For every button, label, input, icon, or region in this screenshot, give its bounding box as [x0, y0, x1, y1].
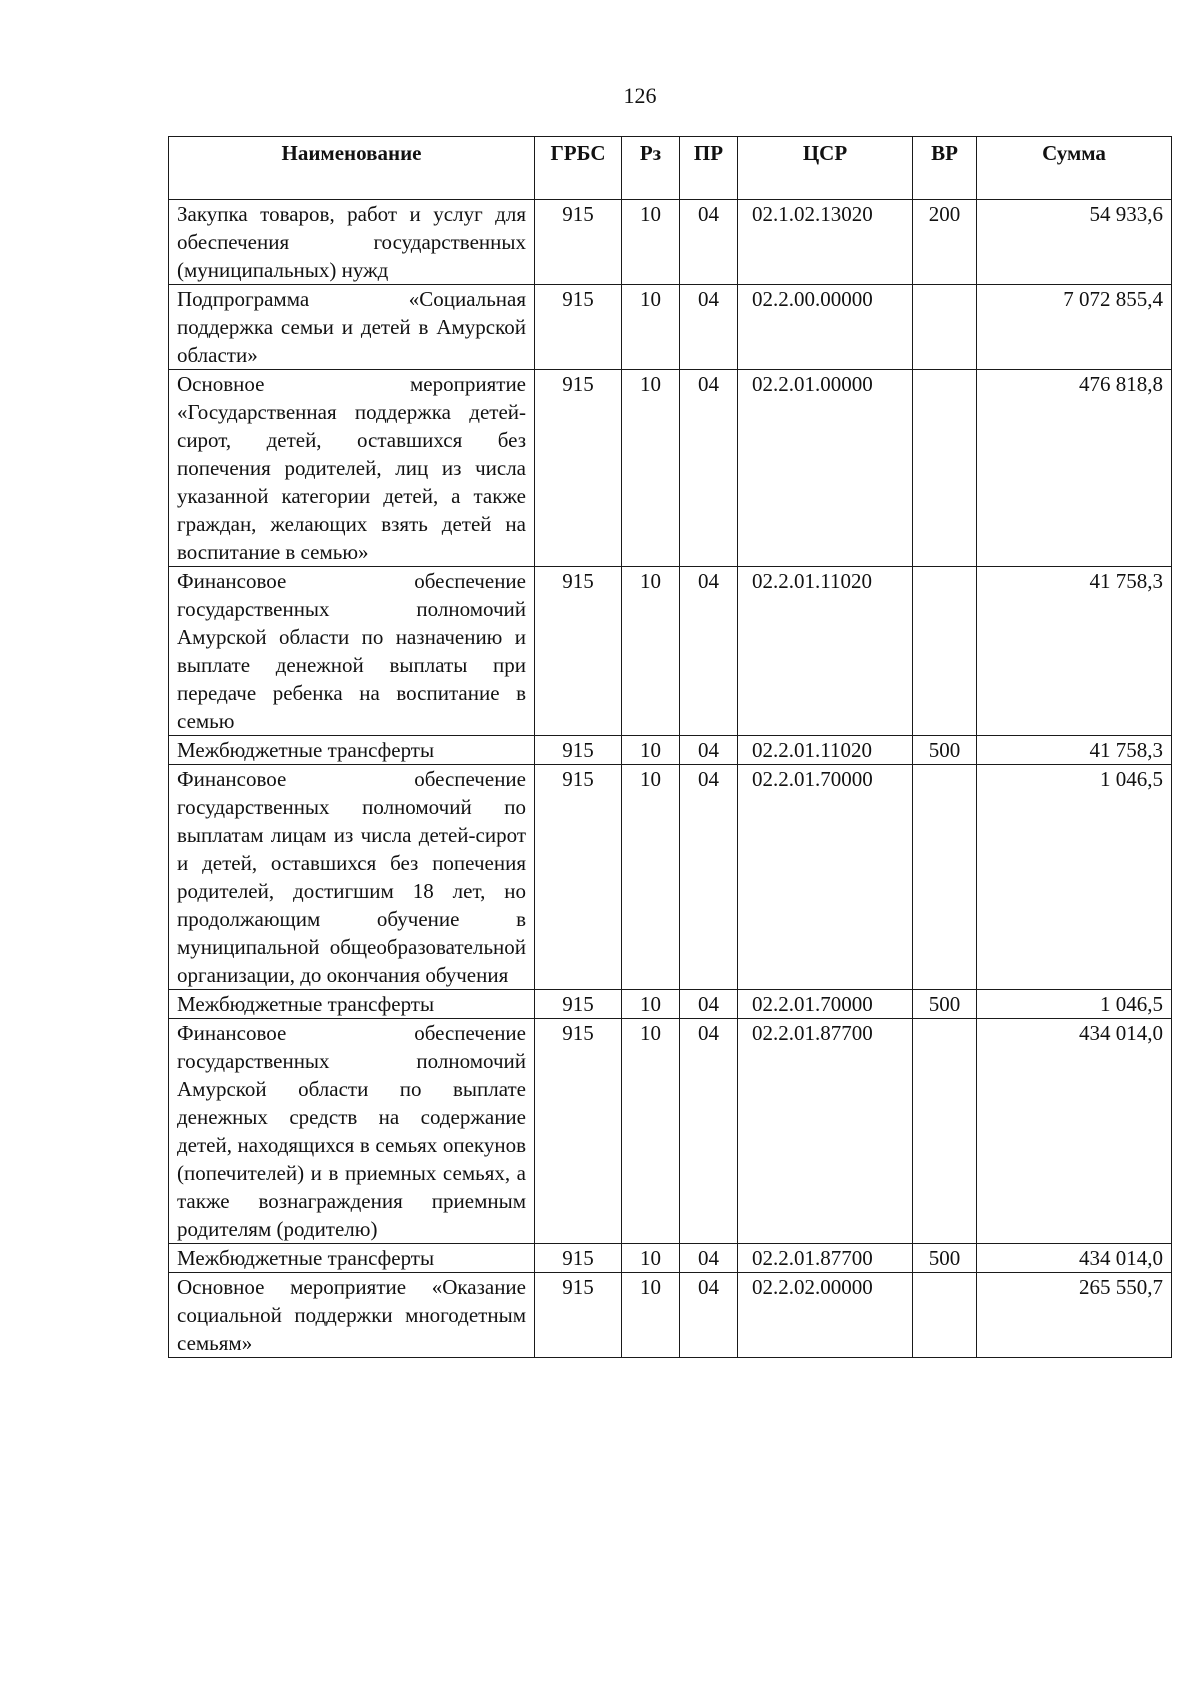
page-number: 126 — [623, 83, 657, 108]
cell-vr — [913, 285, 977, 370]
table-row — [169, 1244, 1172, 1273]
cell-rz: 10 — [622, 1019, 680, 1244]
cell-name: Закупка товаров, работ и услуг для обеспечения государственных (муниципальных) нужд — [169, 200, 535, 285]
cell-name: Финансовое обеспечение государственных полномочий по выплатам лицам из числа детей-сирот и детей, оставшихся без попечения родителей, достигшим 18 лет, но продолжающим обучение в муниципальной общеобразовательной организации, до окончания обучения — [169, 765, 535, 990]
cell-name: Межбюджетные трансферты — [169, 1244, 535, 1273]
cell-csr: 02.2.01.70000 — [738, 990, 913, 1019]
cell-rz: 10 — [622, 765, 680, 990]
cell-pr: 04 — [680, 990, 738, 1019]
cell-csr: 02.2.01.87700 — [738, 1019, 913, 1244]
cell-name: Межбюджетные трансферты — [169, 990, 535, 1019]
cell-rz: 10 — [622, 1244, 680, 1273]
cell-grbs: 915 — [535, 370, 622, 567]
cell-pr: 04 — [680, 1244, 738, 1273]
cell-vr — [913, 370, 977, 567]
cell-rz: 10 — [622, 370, 680, 567]
cell-sum: 434 014,0 — [977, 1019, 1172, 1244]
cell-rz: 10 — [622, 736, 680, 765]
cell-csr: 02.2.01.70000 — [738, 765, 913, 990]
cell-pr: 04 — [680, 736, 738, 765]
header-row — [169, 137, 1172, 200]
cell-pr: 04 — [680, 200, 738, 285]
table-row — [169, 736, 1172, 765]
cell-grbs: 915 — [535, 736, 622, 765]
cell-rz: 10 — [622, 1273, 680, 1358]
cell-csr: 02.2.00.00000 — [738, 285, 913, 370]
cell-name: Межбюджетные трансферты — [169, 736, 535, 765]
cell-grbs: 915 — [535, 1244, 622, 1273]
header-csr: ЦСР — [738, 137, 913, 200]
table-row — [169, 765, 1172, 990]
cell-vr — [913, 567, 977, 736]
table-row — [169, 1019, 1172, 1244]
header-rz: Рз — [622, 137, 680, 200]
cell-sum: 1 046,5 — [977, 990, 1172, 1019]
header-name: Наименование — [169, 137, 535, 200]
header-vr: ВР — [913, 137, 977, 200]
table-row — [169, 285, 1172, 370]
cell-grbs: 915 — [535, 1273, 622, 1358]
cell-grbs: 915 — [535, 990, 622, 1019]
table-header — [169, 137, 1172, 200]
table-row — [169, 990, 1172, 1019]
cell-grbs: 915 — [535, 567, 622, 736]
cell-pr: 04 — [680, 765, 738, 990]
cell-pr: 04 — [680, 567, 738, 736]
cell-vr: 500 — [913, 736, 977, 765]
cell-vr: 500 — [913, 990, 977, 1019]
header-sum: Сумма — [977, 137, 1172, 200]
cell-grbs: 915 — [535, 285, 622, 370]
cell-rz: 10 — [622, 285, 680, 370]
header-grbs: ГРБС — [535, 137, 622, 200]
table-body — [169, 200, 1172, 1358]
cell-name: Финансовое обеспечение государственных полномочий Амурской области по выплате денежных средств на содержание детей, находящихся в семьях опекунов (попечителей) и в приемных семьях, а также вознаграждения приемным родителям (родителю) — [169, 1019, 535, 1244]
cell-rz: 10 — [622, 567, 680, 736]
table-row — [169, 370, 1172, 567]
table-row — [169, 200, 1172, 285]
cell-vr — [913, 1019, 977, 1244]
cell-vr — [913, 765, 977, 990]
cell-vr — [913, 1273, 977, 1358]
cell-name: Основное мероприятие «Оказание социальной поддержки многодетным семьям» — [169, 1273, 535, 1358]
cell-name: Основное мероприятие «Государственная поддержка детей-сирот, детей, оставшихся без попечения родителей, лиц из числа указанной категории детей, а также граждан, желающих взять детей на воспитание в семью» — [169, 370, 535, 567]
cell-name: Подпрограмма «Социальная поддержка семьи и детей в Амурской области» — [169, 285, 535, 370]
cell-sum: 476 818,8 — [977, 370, 1172, 567]
cell-csr: 02.2.01.87700 — [738, 1244, 913, 1273]
cell-csr: 02.2.01.00000 — [738, 370, 913, 567]
cell-vr: 200 — [913, 200, 977, 285]
cell-rz: 10 — [622, 200, 680, 285]
cell-sum: 1 046,5 — [977, 765, 1172, 990]
cell-csr: 02.1.02.13020 — [738, 200, 913, 285]
cell-grbs: 915 — [535, 765, 622, 990]
cell-sum: 41 758,3 — [977, 567, 1172, 736]
cell-csr: 02.2.01.11020 — [738, 567, 913, 736]
cell-grbs: 915 — [535, 1019, 622, 1244]
table-row — [169, 1273, 1172, 1358]
table-row — [169, 567, 1172, 736]
cell-vr: 500 — [913, 1244, 977, 1273]
cell-pr: 04 — [680, 1019, 738, 1244]
header-pr: ПР — [680, 137, 738, 200]
cell-sum: 434 014,0 — [977, 1244, 1172, 1273]
cell-name: Финансовое обеспечение государственных полномочий Амурской области по назначению и выплате денежной выплаты при передаче ребенка на воспитание в семью — [169, 567, 535, 736]
cell-sum: 7 072 855,4 — [977, 285, 1172, 370]
cell-grbs: 915 — [535, 200, 622, 285]
cell-pr: 04 — [680, 1273, 738, 1358]
cell-pr: 04 — [680, 285, 738, 370]
cell-sum: 265 550,7 — [977, 1273, 1172, 1358]
cell-csr: 02.2.02.00000 — [738, 1273, 913, 1358]
cell-sum: 41 758,3 — [977, 736, 1172, 765]
cell-rz: 10 — [622, 990, 680, 1019]
budget-table — [168, 136, 1172, 1358]
cell-sum: 54 933,6 — [977, 200, 1172, 285]
cell-csr: 02.2.01.11020 — [738, 736, 913, 765]
cell-pr: 04 — [680, 370, 738, 567]
